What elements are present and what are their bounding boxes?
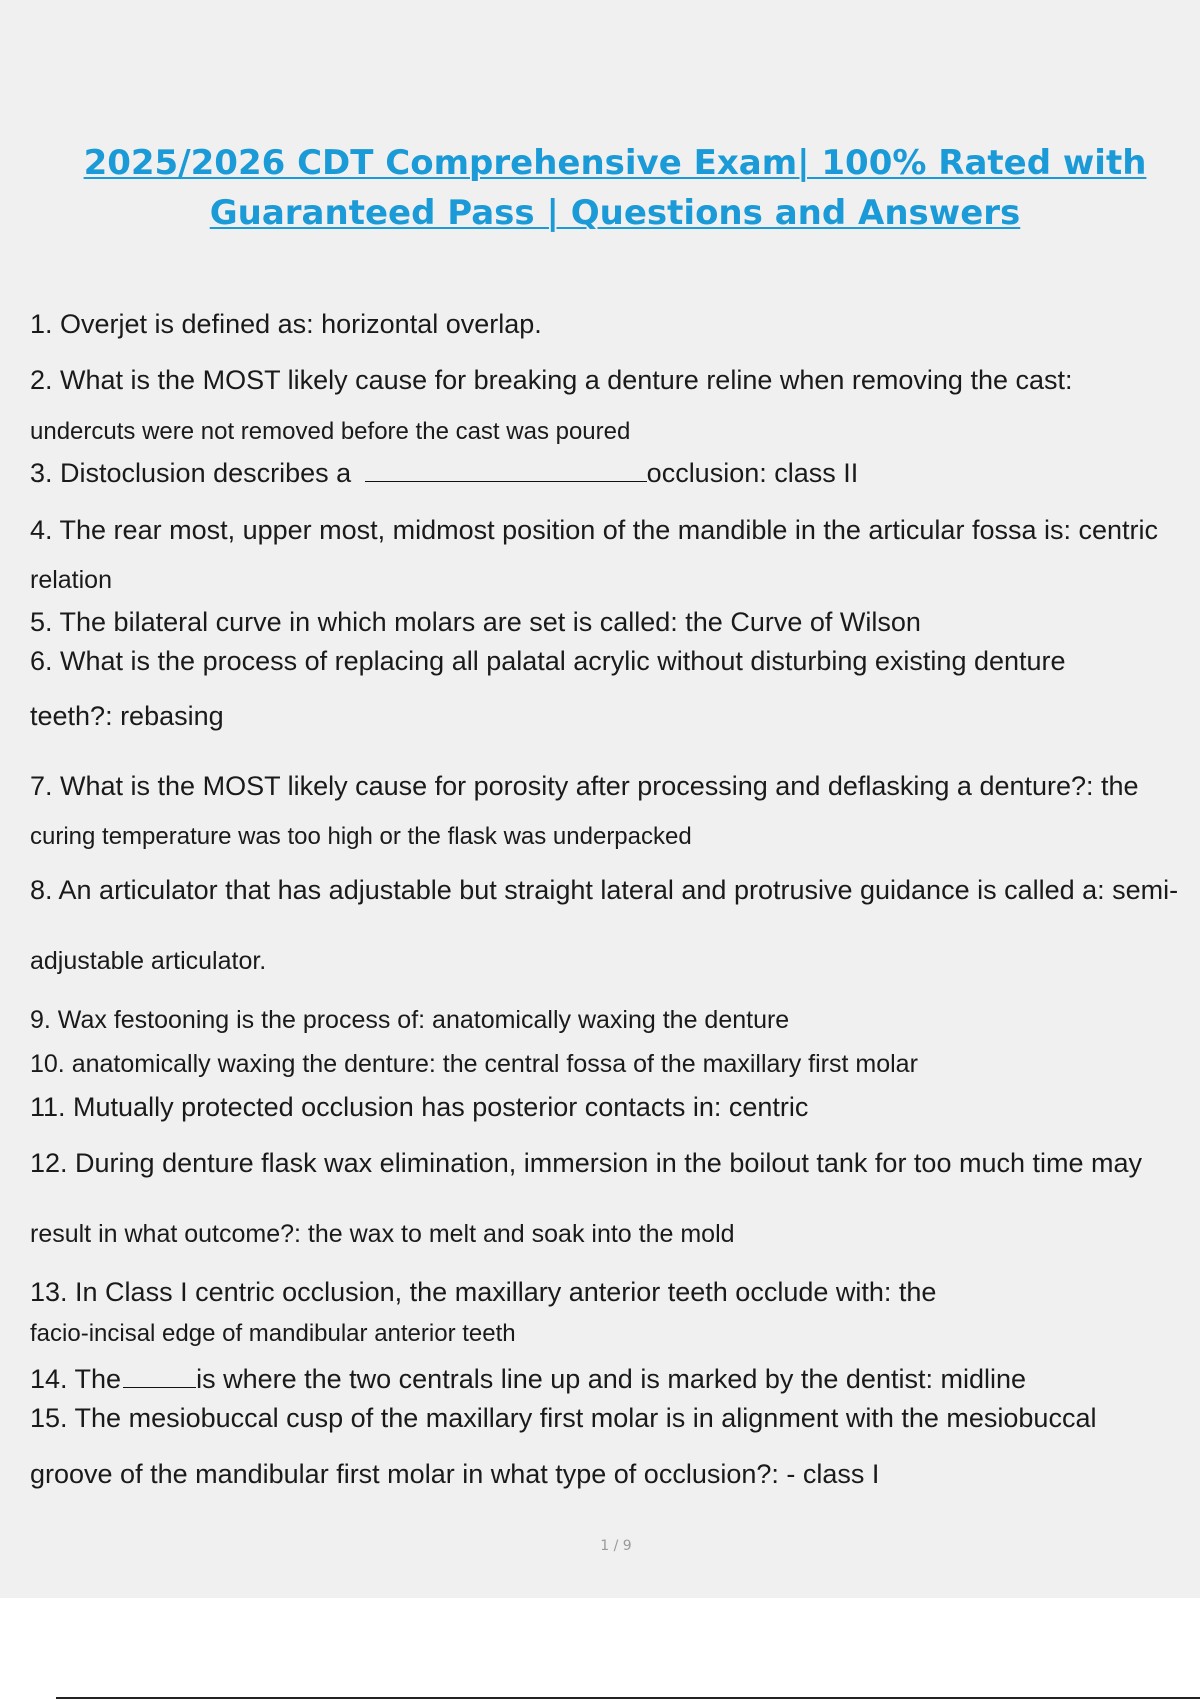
question-3-answer: occlusion: class II — [646, 458, 859, 488]
answer-4: relation — [30, 566, 112, 594]
answer-2: undercuts were not removed before the cast was poured — [30, 418, 631, 445]
question-2: 2. What is the MOST likely cause for breaking a denture reline when removing the cast: — [30, 365, 1073, 395]
question-9: 9. Wax festooning is the process of: anatomically waxing the denture — [30, 1006, 790, 1034]
question-5: 5. The bilateral curve in which molars are set is called: the Curve of Wilson — [30, 607, 921, 637]
question-11: 11. Mutually protected occlusion has posterior contacts in: centric — [30, 1092, 809, 1122]
question-3 — [30, 455, 858, 491]
answer-7: curing temperature was too high or the flask was underpacked — [30, 823, 692, 850]
answer-6: teeth?: rebasing — [30, 701, 224, 731]
question-14-answer: is where the two centrals line up and is marked by the dentist: midline — [196, 1364, 1026, 1394]
question-8: 8. An articulator that has adjustable but straight lateral and protrusive guidance is called a: semi- — [30, 875, 1179, 905]
question-6: 6. What is the process of replacing all palatal acrylic without disturbing existing denture — [30, 646, 1066, 676]
question-10: 10. anatomically waxing the denture: the central fossa of the maxillary first molar — [30, 1050, 918, 1078]
question-12: 12. During denture flask wax elimination, immersion in the boilout tank for too much time may — [30, 1148, 1143, 1178]
question-7: 7. What is the MOST likely cause for porosity after processing and deflasking a denture?: the — [30, 771, 1139, 801]
answer-12: result in what outcome?: the wax to melt and soak into the mold — [30, 1220, 735, 1248]
page-number: 1 / 9 — [600, 1538, 632, 1554]
document-title — [60, 138, 1170, 238]
question-14 — [30, 1361, 1026, 1397]
question-14-text: 14. The — [30, 1364, 122, 1394]
question-1: 1. Overjet is defined as: horizontal overlap. — [30, 309, 542, 339]
title-line-2: Guaranteed Pass | Questions and Answers — [209, 193, 1021, 233]
question-4: 4. The rear most, upper most, midmost position of the mandible in the articular fossa is: centric — [30, 515, 1159, 545]
question-13: 13. In Class I centric occlusion, the maxillary anterior teeth occlude with: the — [30, 1277, 937, 1307]
question-3-text: 3. Distoclusion describes a — [30, 458, 352, 488]
answer-8: adjustable articulator. — [30, 947, 267, 975]
question-15: 15. The mesiobuccal cusp of the maxillary first molar is in alignment with the mesiobuccal — [30, 1403, 1097, 1433]
answer-15: groove of the mandibular first molar in what type of occlusion?: - class I — [30, 1459, 880, 1489]
fill-in-blank — [365, 461, 647, 482]
fill-in-blank — [123, 1367, 196, 1388]
bottom-divider — [56, 1697, 1200, 1699]
answer-13: facio-incisal edge of mandibular anterior teeth — [30, 1320, 516, 1347]
title-line-1: 2025/2026 CDT Comprehensive Exam| 100% Rated with — [83, 143, 1147, 183]
